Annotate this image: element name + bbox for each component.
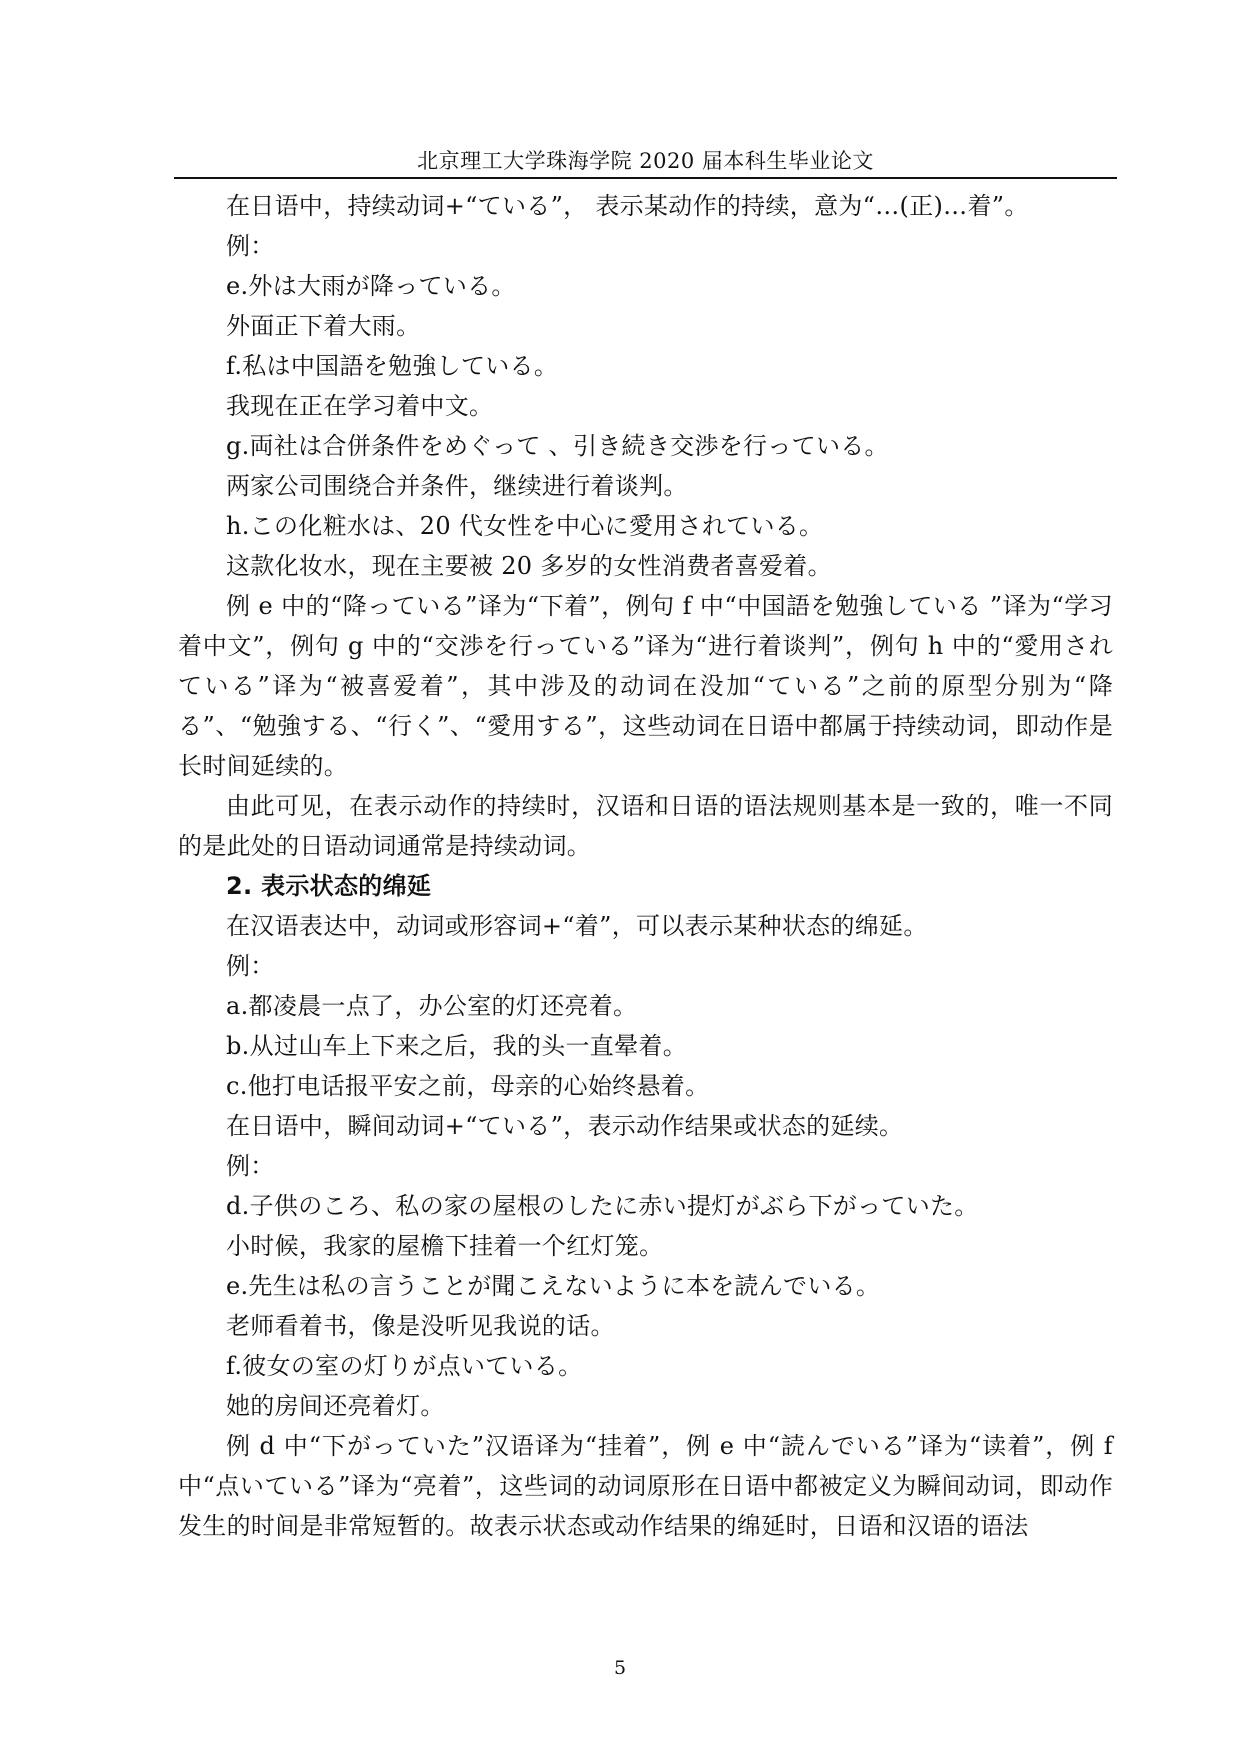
- example-d-chinese: 小时候，我家的屋檐下挂着一个红灯笼。: [226, 1232, 664, 1260]
- example-f-japanese: f.彼女の室の灯りが点いている。: [226, 1352, 583, 1380]
- example-b: b.从过山车上下来之后，我的头一直晕着。: [226, 1032, 687, 1060]
- example-g-chinese: 两家公司围绕合并条件，继续进行着谈判。: [226, 472, 688, 500]
- example-e-japanese: e.先生は私の言うことが聞こえないように本を読んでいる。: [226, 1272, 881, 1300]
- example-f-chinese: 她的房间还亮着灯。: [226, 1392, 445, 1420]
- text-line: 在汉语表达中，动词或形容词+“着”，可以表示某种状态的绵延。: [226, 912, 928, 940]
- example-e-chinese: 老师看着书，像是没听见我说的话。: [226, 1312, 615, 1340]
- page-number: 5: [613, 1657, 627, 1679]
- example-g-japanese: g.両社は合併条件をめぐって 、引き続き交渉を行っている。: [226, 432, 889, 460]
- example-e-chinese: 外面正下着大雨。: [226, 312, 421, 340]
- section-heading: 2. 表示状态的绵延: [226, 872, 432, 900]
- running-header: 北京理工大学珠海学院 2020 届本科生毕业论文: [417, 149, 874, 173]
- body-text: [178, 186, 1113, 1546]
- example-label: 例：: [226, 1152, 275, 1180]
- header-divider: [174, 177, 1117, 179]
- example-h-japanese: h.この化粧水は、20 代女性を中心に愛用されている。: [226, 512, 824, 540]
- example-label: 例：: [226, 952, 275, 980]
- example-d-japanese: d.子供のころ、私の家の屋根のしたに赤い提灯がぶら下がっていた。: [226, 1192, 979, 1220]
- example-f-japanese: f.私は中国語を勉強している。: [226, 352, 559, 380]
- example-e-japanese: e.外は大雨が降っている。: [226, 272, 516, 300]
- text-line: 在日语中，瞬间动词+“ている”，表示动作结果或状态的延续。: [226, 1112, 904, 1140]
- paragraph-conclusion: 由此可见，在表示动作的持续时，汉语和日语的语法规则基本是一致的，唯一不同的是此处的日语动词通常是持续动词。: [178, 792, 1113, 860]
- example-c: c.他打电话报平安之前，母亲的心始终悬着。: [226, 1072, 710, 1100]
- paragraph-analysis-continuous: 例 e 中的“降っている”译为“下着”，例句 f 中“中国語を勉強している ”译为“学习着中文”，例句 g 中的“交渉を行っている”译为“进行着谈判”，例句 h 中的“愛用されている”译为“被喜爱着”，其中涉及的动词在没加“ている”之前的原型分别为“降る”、“勉強する、“行く”、“愛用する”，这些动词在日语中都属于持续动词，即动作是长时间延续的。: [178, 592, 1113, 780]
- example-h-chinese: 这款化妆水，现在主要被 20 多岁的女性消费者喜爱着。: [226, 552, 832, 580]
- text-line: 在日语中，持续动词+“ている”， 表示某动作的持续，意为“…(正)…着”。: [226, 192, 1029, 220]
- example-label: 例：: [226, 232, 275, 260]
- paragraph-analysis-state: 例 d 中“下がっていた”汉语译为“挂着”，例 e 中“読んでいる”译为“读着”，例 f 中“点いている”译为“亮着”，这些词的动词原形在日语中都被定义为瞬间动词，即动作发生的时间是非常短暂的。故表示状态或动作结果的绵延时，日语和汉语的语法: [178, 1432, 1113, 1540]
- example-a: a.都凌晨一点了，办公室的灯还亮着。: [226, 992, 638, 1020]
- example-f-chinese: 我现在正在学习着中文。: [226, 392, 494, 420]
